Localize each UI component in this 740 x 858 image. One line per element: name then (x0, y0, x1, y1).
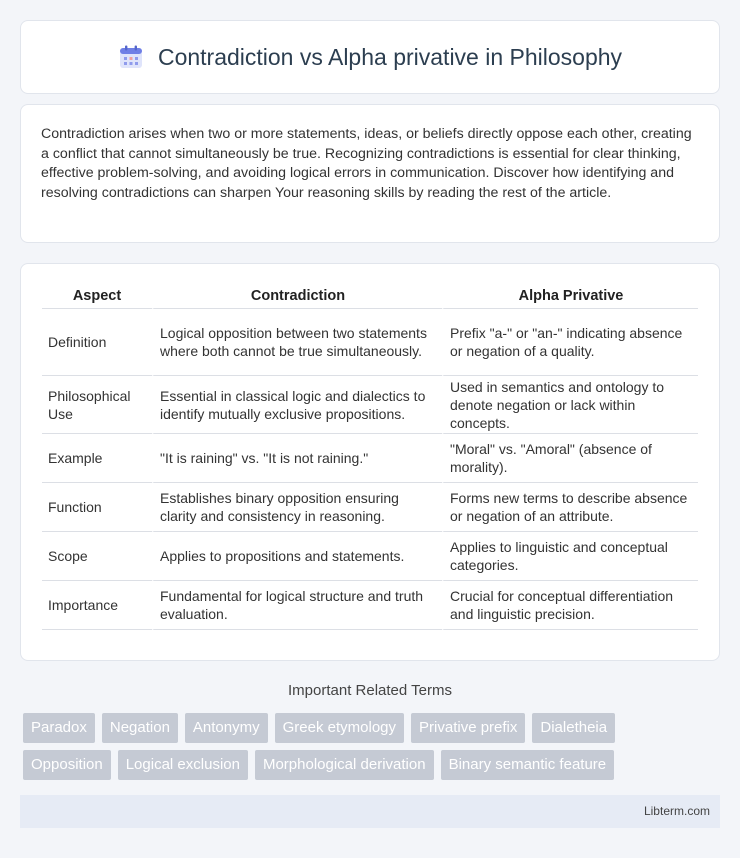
title-card (20, 20, 720, 94)
header-contradiction: Contradiction (152, 284, 442, 309)
row-alpha-privative: Used in semantics and ontology to denote negation or lack within concepts. (442, 376, 698, 434)
tag-row (23, 750, 723, 780)
related-terms (23, 713, 723, 787)
related-terms-title: Important Related Terms (288, 682, 452, 699)
page-title: Contradiction vs Alpha privative in Philosophy (157, 43, 623, 70)
row-contradiction: Logical opposition between two statements where both cannot be true simultaneously. (152, 309, 442, 376)
comparison-table (42, 284, 698, 630)
footer-site-link[interactable]: Libterm.com (643, 804, 710, 818)
tag-opposition[interactable]: Opposition (23, 750, 111, 780)
intro-paragraph: Contradiction arises when two or more statements, ideas, or beliefs directly oppose each other, creating a conflict that cannot simultaneously be true. Recognizing contradictions is essential for clear thinking, effective problem-solving, and avoiding logical errors in communication. Discover how identifying and resolving contradictions can sharpen Your reasoning skills by reading the rest of the article. (41, 126, 692, 201)
row-alpha-privative: "Moral" vs. "Amoral" (absence of morality). (442, 434, 698, 483)
table-row (42, 581, 698, 630)
row-aspect: Importance (42, 581, 152, 630)
table-row (42, 376, 698, 434)
tag-binary-semantic-feature[interactable]: Binary semantic feature (441, 750, 615, 780)
tag-dialetheia[interactable]: Dialetheia (532, 713, 615, 743)
row-alpha-privative: Forms new terms to describe absence or negation of an attribute. (442, 483, 698, 532)
table-row (42, 532, 698, 581)
footer (20, 795, 720, 828)
row-contradiction: Fundamental for logical structure and truth evaluation. (152, 581, 442, 630)
tag-privative-prefix[interactable]: Privative prefix (411, 713, 525, 743)
tag-greek-etymology[interactable]: Greek etymology (275, 713, 404, 743)
row-aspect: Function (42, 483, 152, 532)
row-contradiction: Essential in classical logic and dialectics to identify mutually exclusive propositions. (152, 376, 442, 434)
table-header-row (42, 284, 698, 309)
tag-logical-exclusion[interactable]: Logical exclusion (118, 750, 248, 780)
tag-paradox[interactable]: Paradox (23, 713, 95, 743)
row-aspect: Definition (42, 309, 152, 376)
row-aspect: Example (42, 434, 152, 483)
row-contradiction: Applies to propositions and statements. (152, 532, 442, 581)
row-alpha-privative: Crucial for conceptual differentiation and linguistic precision. (442, 581, 698, 630)
tag-morphological-derivation[interactable]: Morphological derivation (255, 750, 434, 780)
row-aspect: Philosophical Use (42, 376, 152, 434)
tag-antonymy[interactable]: Antonymy (185, 713, 268, 743)
comparison-card (20, 263, 720, 661)
row-alpha-privative: Prefix "a-" or "an-" indicating absence or negation of a quality. (442, 309, 698, 376)
table-row (42, 434, 698, 483)
row-contradiction: "It is raining" vs. "It is not raining." (152, 434, 442, 483)
tag-negation[interactable]: Negation (102, 713, 178, 743)
header-alpha-privative: Alpha Privative (442, 284, 698, 309)
calendar-icon (118, 44, 144, 70)
tag-row (23, 713, 723, 743)
header-aspect: Aspect (42, 284, 152, 309)
intro-card (20, 104, 720, 243)
row-aspect: Scope (42, 532, 152, 581)
row-contradiction: Establishes binary opposition ensuring clarity and consistency in reasoning. (152, 483, 442, 532)
table-row (42, 309, 698, 376)
row-alpha-privative: Applies to linguistic and conceptual categories. (442, 532, 698, 581)
table-row (42, 483, 698, 532)
